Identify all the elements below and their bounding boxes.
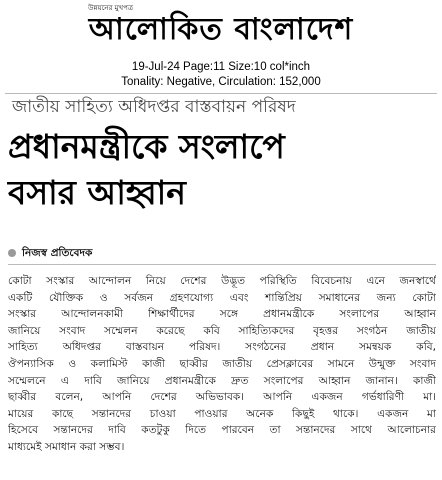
masthead-tagline: উন্নয়নের মুখপত্র: [88, 4, 134, 12]
body-line: সংস্কার আন্দোলনকামী শিক্ষার্থীদের সঙ্গে প্রধানমন্ত্রীকে সংলাপের আহ্বান: [8, 308, 436, 321]
byline-divider: [8, 264, 436, 265]
body-line: মায়ের কাছে সন্তানদের চাওয়া পাওয়ার অনেক কিছুই থাকে। একজন মা: [8, 407, 436, 420]
article-body: [8, 273, 436, 456]
bullet-dot-icon: [8, 249, 16, 257]
byline-row: [8, 245, 436, 261]
article-kicker: জাতীয় সাহিত্য অধিদপ্তর বাস্তবায়ন পরিষদ: [12, 97, 296, 117]
body-line: মাধ্যমেই সমাধান করা সম্ভব।: [8, 440, 125, 453]
body-line: ঔপন্যাসিক ও কলামিস্ট কাজী ছাব্বীর জাতীয় প্রেসক্লাবের সামনে উন্মুক্ত সংবাদ: [8, 357, 436, 370]
body-line: সাহিত্য অধিদপ্তর বাস্তবায়ন পরিষদ। সংগঠনের প্রধান সমন্বয়ক কবি,: [8, 341, 436, 354]
newspaper-logo: আলোকিত বাংলাদেশ: [88, 12, 354, 47]
body-line: সম্মেলনে এ দাবি জানিয়ে প্রধানমন্ত্রীকে দ্রুত সংলাপের আহ্বান জানান। কাজী: [8, 374, 436, 387]
clip-meta-date-page-size: 19-Jul-24 Page:11 Size:10 col*inch: [131, 61, 311, 73]
body-line: একটি যৌক্তিক ও সর্বজন গ্রহণযোগ্য এবং শান্তিপ্রিয় সমাধানের জন্য কোটা: [8, 291, 436, 304]
headline-line-2: বসার আহ্বান: [8, 173, 186, 212]
newspaper-masthead: [0, 0, 442, 56]
article-headline: [8, 124, 438, 216]
article-byline: নিজস্ব প্রতিবেদক: [22, 247, 93, 259]
body-line: ছাব্বীর বলেন, আপনি দেশের অভিভাবক। আপনি একজন গর্ভধারিণী মা।: [8, 391, 436, 404]
header-divider: [5, 93, 437, 94]
body-line: জানিয়ে সংবাদ সম্মেলন করেছে কবি সাহিত্যিকদের বৃহত্তর সংগঠন জাতীয়: [8, 324, 436, 337]
body-line: কোটা সংস্কার আন্দোলন নিয়ে দেশের উদ্ভূত পরিস্থিতি বিবেচনায় এনে জনস্বার্থে: [8, 275, 436, 287]
clip-meta-tonality-circulation: Tonality: Negative, Circulation: 152,000: [121, 76, 321, 88]
body-line: হিসেবে সন্তানদের দাবি কতটুকু দিতে পারবেন তা সন্তানদের সাথে আলোচনার: [8, 424, 436, 437]
headline-line-1: প্রধানমন্ত্রীকে সংলাপে: [8, 127, 285, 166]
